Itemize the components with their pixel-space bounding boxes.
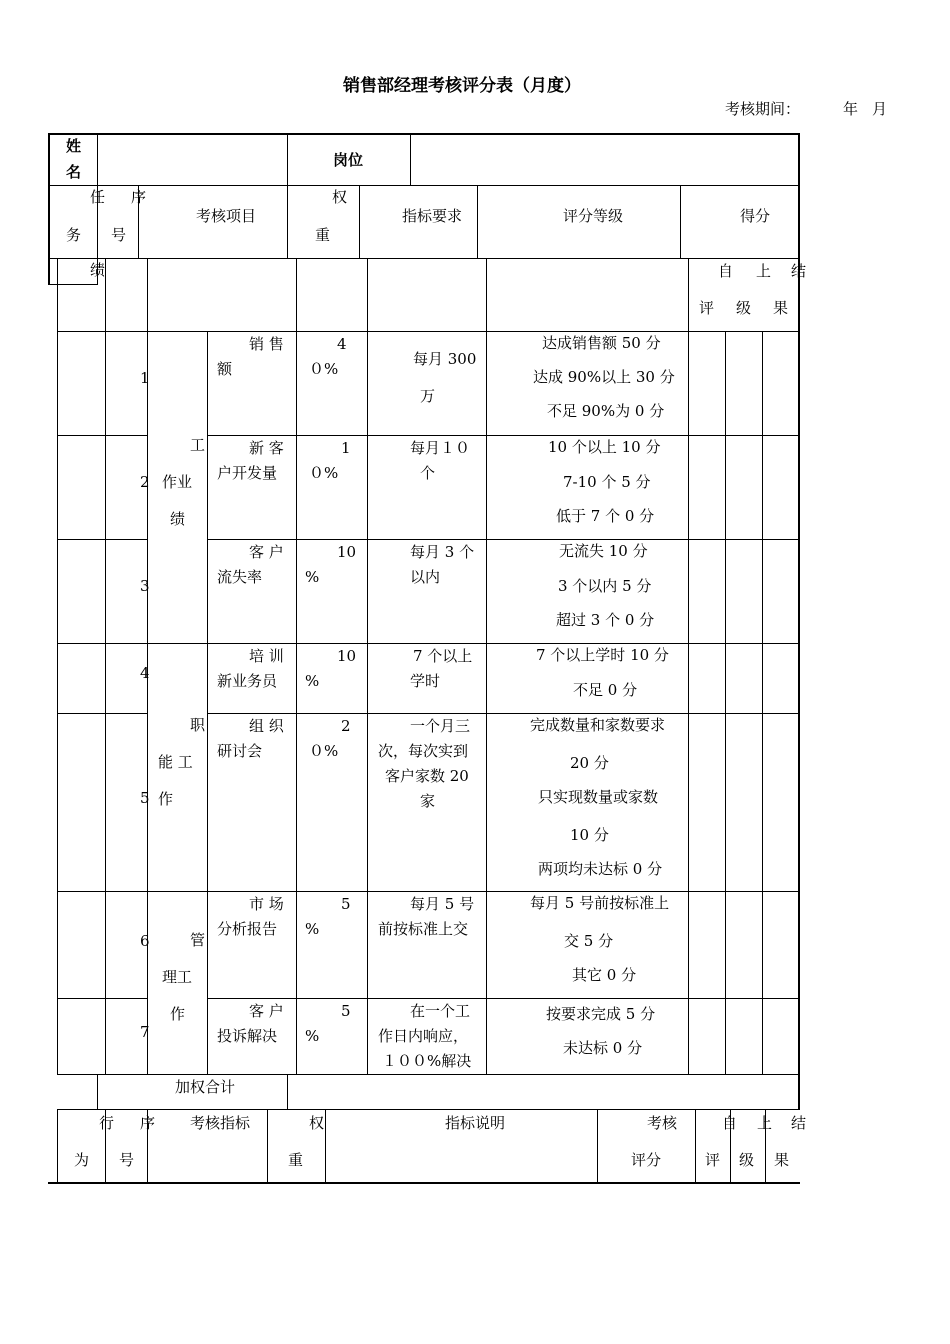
item-weight: 5 bbox=[341, 1002, 351, 1020]
item-weight: % bbox=[305, 568, 320, 586]
item-grade: 无流失 10 分 bbox=[559, 542, 648, 560]
header-ji: 绩 bbox=[90, 261, 106, 279]
item-grade: 超过 3 个 0 分 bbox=[556, 611, 655, 629]
bottom-header-wei: 为 bbox=[74, 1151, 90, 1169]
item-name: 新业务员 bbox=[217, 672, 278, 690]
item-name: 客 户 bbox=[249, 1002, 284, 1020]
item-requirement: 次，每次实到 bbox=[378, 742, 469, 760]
header-hao: 号 bbox=[111, 226, 127, 244]
row-number: 2 bbox=[140, 473, 150, 491]
item-weight: % bbox=[305, 920, 320, 938]
item-requirement: 作日内响应， bbox=[378, 1027, 469, 1045]
item-requirement: 在一个工 bbox=[410, 1002, 471, 1020]
item-requirement: 个 bbox=[420, 464, 436, 482]
item-grade: 按要求完成 5 分 bbox=[546, 1005, 656, 1023]
item-name: 户开发量 bbox=[217, 464, 278, 482]
row-number: 7 bbox=[140, 1023, 150, 1041]
bottom-header-jie: 结 bbox=[791, 1114, 807, 1132]
item-grade: 不足 0 分 bbox=[573, 681, 638, 699]
item-requirement: 以内 bbox=[410, 568, 441, 586]
bottom-header-pingfen: 评分 bbox=[631, 1151, 662, 1169]
item-weight: ０% bbox=[309, 742, 339, 760]
item-grade: 不足 90%为 0 分 bbox=[547, 402, 665, 420]
category-label: 作 bbox=[158, 790, 174, 808]
item-requirement: 7 个以上 bbox=[413, 647, 473, 665]
item-grade: 交 5 分 bbox=[564, 932, 614, 950]
row-number: 1 bbox=[140, 369, 150, 387]
item-grade: 只实现数量或家数 bbox=[538, 788, 659, 806]
item-requirement: １００%解决 bbox=[382, 1052, 472, 1070]
header-wu: 务 bbox=[66, 226, 82, 244]
header-score: 得分 bbox=[740, 207, 771, 225]
header-req: 指标要求 bbox=[402, 207, 463, 225]
item-name: 市 场 bbox=[249, 895, 284, 913]
bottom-header-ji: 级 bbox=[739, 1151, 755, 1169]
category-label: 能 工 bbox=[158, 753, 193, 771]
header-zi: 自 bbox=[718, 262, 734, 280]
item-weight: % bbox=[305, 1027, 320, 1045]
item-grade: 20 分 bbox=[570, 754, 609, 772]
header-guo: 果 bbox=[773, 299, 789, 317]
header-xu: 序 bbox=[131, 188, 147, 206]
item-weight: 10 bbox=[337, 543, 357, 561]
item-name: 研讨会 bbox=[217, 742, 263, 760]
row-number: 4 bbox=[140, 664, 150, 682]
bottom-header-quan: 权 bbox=[309, 1114, 325, 1132]
item-grade: 10 个以上 10 分 bbox=[548, 438, 661, 456]
category-label: 作业 bbox=[162, 473, 193, 491]
category-label: 管 bbox=[190, 931, 206, 949]
header-ping: 评 bbox=[699, 299, 715, 317]
item-grade: 完成数量和家数要求 bbox=[530, 716, 666, 734]
item-grade: 低于 7 个 0 分 bbox=[556, 507, 655, 525]
item-grade: 两项均未达标 0 分 bbox=[538, 860, 663, 878]
category-label: 理工 bbox=[162, 968, 193, 986]
item-requirement: 每月 5 号 bbox=[410, 895, 475, 913]
item-name: 培 训 bbox=[249, 647, 284, 665]
bottom-header-shang: 上 bbox=[757, 1114, 773, 1132]
item-name: 额 bbox=[217, 360, 233, 378]
item-weight: ０% bbox=[309, 464, 339, 482]
item-name: 投诉解决 bbox=[217, 1027, 278, 1045]
item-grade: 达成 90%以上 30 分 bbox=[533, 368, 675, 386]
row-number: 3 bbox=[140, 577, 150, 595]
item-weight: ０% bbox=[309, 360, 339, 378]
item-grade: 10 分 bbox=[570, 826, 609, 844]
bottom-header-zi: 自 bbox=[722, 1114, 738, 1132]
header-item: 考核项目 bbox=[196, 207, 257, 225]
period-year: 年 bbox=[843, 100, 859, 118]
bottom-header-ping: 评 bbox=[705, 1151, 721, 1169]
header-shang: 上 bbox=[756, 262, 772, 280]
item-grade: 7 个以上学时 10 分 bbox=[536, 646, 669, 664]
item-grade: 每月 5 号前按标准上 bbox=[530, 894, 670, 912]
header-ren: 任 bbox=[90, 188, 106, 206]
header-jie: 结 bbox=[791, 262, 807, 280]
item-name: 分析报告 bbox=[217, 920, 278, 938]
bottom-header-hao: 号 bbox=[119, 1151, 135, 1169]
header-jiji: 级 bbox=[736, 299, 752, 317]
item-name: 流失率 bbox=[217, 568, 263, 586]
category-label: 职 bbox=[190, 716, 206, 734]
item-grade: 其它 0 分 bbox=[572, 966, 637, 984]
header-grade: 评分等级 bbox=[563, 207, 624, 225]
bottom-header-indicator: 考核指标 bbox=[190, 1114, 251, 1132]
item-requirement: 每月 3 个 bbox=[410, 543, 475, 561]
item-grade: 达成销售额 50 分 bbox=[542, 334, 661, 352]
item-requirement: 客户家数 20 bbox=[385, 767, 469, 785]
item-weight: 1 bbox=[341, 439, 351, 457]
item-requirement: 每月 300 bbox=[413, 350, 477, 368]
bottom-header-desc: 指标说明 bbox=[445, 1114, 506, 1132]
item-requirement: 学时 bbox=[410, 672, 441, 690]
item-grade: 3 个以内 5 分 bbox=[558, 577, 652, 595]
item-requirement: 前按标准上交 bbox=[378, 920, 469, 938]
bottom-header-xing: 行 bbox=[99, 1114, 115, 1132]
weighted-sum-label: 加权合计 bbox=[175, 1078, 236, 1096]
header-zhong: 重 bbox=[315, 226, 331, 244]
name-label-1: 姓 bbox=[66, 137, 82, 155]
item-requirement: 家 bbox=[420, 792, 436, 810]
bottom-header-guo: 果 bbox=[774, 1151, 790, 1169]
item-weight: % bbox=[305, 672, 320, 690]
category-label: 工 bbox=[190, 436, 206, 454]
period-month: 月 bbox=[872, 100, 888, 118]
form-title: 销售部经理考核评分表（月度） bbox=[343, 76, 581, 96]
bottom-header-xu: 序 bbox=[140, 1114, 156, 1132]
name-label-2: 名 bbox=[66, 163, 82, 181]
item-grade: 未达标 0 分 bbox=[563, 1039, 643, 1057]
row-number: 5 bbox=[140, 789, 150, 807]
item-name: 组 织 bbox=[249, 717, 284, 735]
category-label: 作 bbox=[170, 1005, 186, 1023]
period-label: 考核期间： bbox=[725, 100, 801, 118]
item-weight: 10 bbox=[337, 647, 357, 665]
item-requirement: 每月１０ bbox=[410, 439, 471, 457]
item-weight: 5 bbox=[341, 895, 351, 913]
post-label: 岗位 bbox=[333, 151, 364, 169]
item-requirement: 万 bbox=[420, 387, 436, 405]
bottom-header-zhong: 重 bbox=[288, 1151, 304, 1169]
header-quan: 权 bbox=[332, 188, 348, 206]
category-label: 绩 bbox=[170, 510, 186, 528]
bottom-header-kaohe: 考核 bbox=[647, 1114, 678, 1132]
item-name: 客 户 bbox=[249, 543, 284, 561]
item-grade: 7-10 个 5 分 bbox=[563, 473, 651, 491]
item-weight: 2 bbox=[341, 717, 351, 735]
item-name: 销 售 bbox=[249, 335, 284, 353]
item-requirement: 一个月三 bbox=[410, 717, 471, 735]
item-name: 新 客 bbox=[249, 439, 284, 457]
item-weight: 4 bbox=[337, 335, 347, 353]
row-number: 6 bbox=[140, 932, 150, 950]
